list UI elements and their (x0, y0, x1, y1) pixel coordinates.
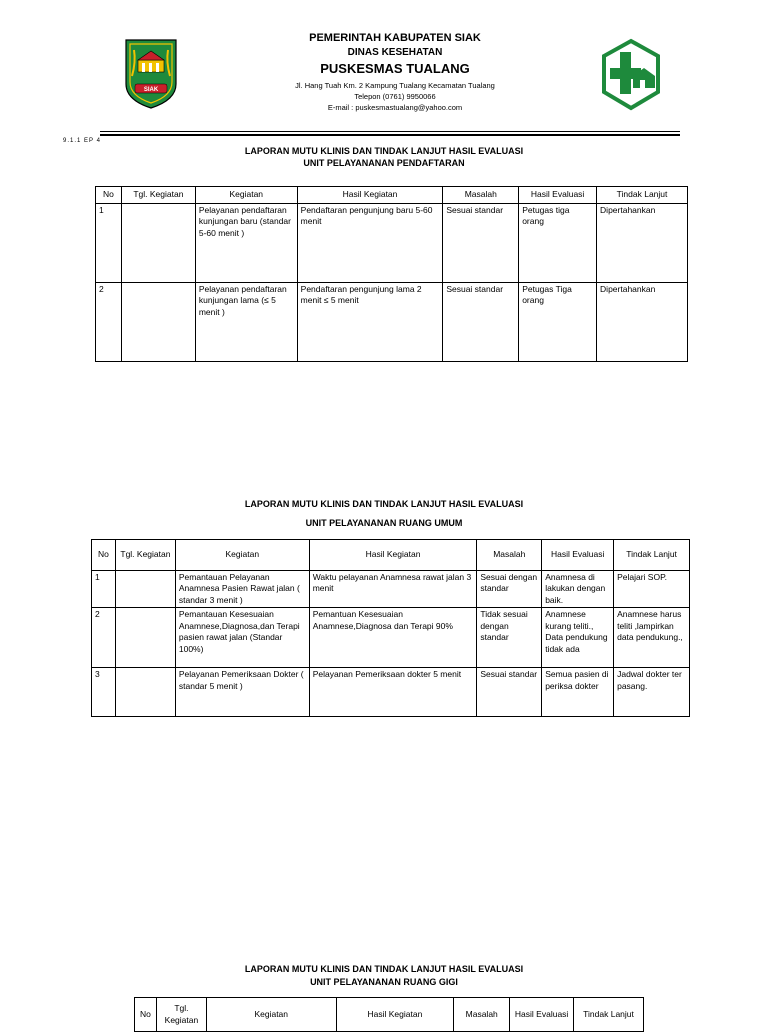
cell-hasil-kegiatan: Pendaftaran pengunjung lama 2 menit ≤ 5 menit (297, 283, 443, 362)
cell-hasil-kegiatan: Pelayanan Pemeriksaan dokter 5 menit (309, 668, 477, 717)
table-row (92, 571, 690, 608)
cell-masalah: Sesuai standar (443, 283, 519, 362)
cell-tindak-lanjut: Dipertahankan (597, 204, 688, 283)
cell-hasil-evaluasi: Anamnese kurang teliti., Data pendukung tidak ada (542, 608, 614, 668)
header-divider-thick (100, 134, 680, 136)
header-government: PEMERINTAH KABUPATEN SIAK (309, 32, 481, 44)
section-3-title: LAPORAN MUTU KLINIS DAN TINDAK LANJUT HASIL EVALUASI (244, 964, 524, 974)
cell-kegiatan: Pelayanan pendaftaran kunjungan lama (≤ 5 menit ) (195, 283, 297, 362)
cell-no: 3 (92, 668, 116, 717)
cell-kegiatan: Pelayanan pendaftaran kunjungan baru (standar 5-60 menit ) (195, 204, 297, 283)
table-row (92, 608, 690, 668)
cell-hasil-evaluasi: Petugas tiga orang (519, 204, 597, 283)
emblem-text: SIAK (143, 87, 159, 93)
header-divider-thin (100, 131, 680, 132)
section-3-subtitle: UNIT PELAYANANAN RUANG GIGI (310, 977, 458, 987)
column-header-tgl: Tgl. Kegiatan (121, 187, 195, 204)
header-department: DINAS KESEHATAN (347, 47, 443, 58)
column-header-no: No (96, 187, 122, 204)
cell-tgl (115, 608, 175, 668)
cell-tgl (121, 283, 195, 362)
column-header-tgl: Tgl. Kegiatan (156, 998, 206, 1032)
cell-masalah: Tidak sesuai dengan standar (477, 608, 542, 668)
cell-hasil-kegiatan: Pendaftaran pengunjung baru 5-60 menit (297, 204, 443, 283)
table-row (96, 204, 688, 283)
cell-tgl (121, 204, 195, 283)
cell-hasil-kegiatan: Pemantuan Kesesuaian Anamnese,Diagnosa dan Terapi 90% (309, 608, 477, 668)
table-header-row (96, 187, 688, 204)
cell-no: 2 (96, 283, 122, 362)
column-header-masalah: Masalah (477, 540, 542, 571)
column-header-hasil-kegiatan: Hasil Kegiatan (309, 540, 477, 571)
section-2-title: LAPORAN MUTU KLINIS DAN TINDAK LANJUT HASIL EVALUASI (244, 499, 524, 509)
cell-hasil-evaluasi: Anamnesa di lakukan dengan baik. (542, 571, 614, 608)
cell-kegiatan: Pelayanan Pemeriksaan Dokter ( standar 5 menit ) (175, 668, 309, 717)
column-header-tindak-lanjut: Tindak Lanjut (574, 998, 644, 1032)
cell-tindak-lanjut: Dipertahankan (597, 283, 688, 362)
cell-no: 1 (92, 571, 116, 608)
header-address: Jl. Hang Tuah Km. 2 Kampung Tualang Kecamatan Tualang (295, 81, 495, 90)
cell-tindak-lanjut: Jadwal dokter ter pasang. (614, 668, 690, 717)
header-email: E-mail : puskesmastualang@yahoo.com (327, 103, 463, 112)
column-header-hasil-kegiatan: Hasil Kegiatan (297, 187, 443, 204)
cell-kegiatan: Pemantauan Pelayanan Anamnesa Pasien Rawat jalan ( standar 3 menit ) (175, 571, 309, 608)
column-header-no: No (92, 540, 116, 571)
section-1-title: LAPORAN MUTU KLINIS DAN TINDAK LANJUT HASIL EVALUASI (244, 146, 524, 156)
column-header-no: No (135, 998, 157, 1032)
cell-tgl (115, 571, 175, 608)
cell-no: 2 (92, 608, 116, 668)
cell-kegiatan: Pemantauan Kesesuaian Anamnese,Diagnosa,dan Terapi pasien rawat jalan (Standar 100%) (175, 608, 309, 668)
table-ruang-umum (91, 539, 690, 717)
column-header-tindak-lanjut: Tindak Lanjut (614, 540, 690, 571)
table-header-row (135, 998, 644, 1032)
cell-tgl (115, 668, 175, 717)
cell-masalah: Sesuai dengan standar (477, 571, 542, 608)
table-header-row (92, 540, 690, 571)
section-1-subtitle: UNIT PELAYANANAN PENDAFTARAN (303, 158, 465, 168)
table-row (92, 668, 690, 717)
cell-hasil-evaluasi: Petugas Tiga orang (519, 283, 597, 362)
cell-masalah: Sesuai standar (477, 668, 542, 717)
column-header-tindak-lanjut: Tindak Lanjut (597, 187, 688, 204)
column-header-masalah: Masalah (454, 998, 510, 1032)
table-ruang-gigi (134, 997, 644, 1032)
column-header-hasil-evaluasi: Hasil Evaluasi (510, 998, 574, 1032)
header-institution: PUSKESMAS TUALANG (320, 61, 470, 76)
header-phone: Telepon (0761) 9950066 (354, 92, 436, 101)
cell-hasil-evaluasi: Semua pasien di periksa dokter (542, 668, 614, 717)
column-header-kegiatan: Kegiatan (175, 540, 309, 571)
cell-hasil-kegiatan: Waktu pelayanan Anamnesa rawat jalan 3 menit (309, 571, 477, 608)
column-header-masalah: Masalah (443, 187, 519, 204)
column-header-hasil-evaluasi: Hasil Evaluasi (542, 540, 614, 571)
cell-tindak-lanjut: Pelajari SOP. (614, 571, 690, 608)
siak-emblem-logo (122, 36, 180, 110)
column-header-kegiatan: Kegiatan (206, 998, 336, 1032)
table-pendaftaran (95, 186, 688, 362)
cell-masalah: Sesuai standar (443, 204, 519, 283)
column-header-kegiatan: Kegiatan (195, 187, 297, 204)
section-2-subtitle: UNIT PELAYANANAN RUANG UMUM (305, 518, 463, 528)
cell-no: 1 (96, 204, 122, 283)
column-header-hasil-evaluasi: Hasil Evaluasi (519, 187, 597, 204)
table-row (96, 283, 688, 362)
cell-tindak-lanjut: Anamnese harus teliti ,lampirkan data pendukung., (614, 608, 690, 668)
column-header-hasil-kegiatan: Hasil Kegiatan (336, 998, 454, 1032)
column-header-tgl: Tgl. Kegiatan (115, 540, 175, 571)
document-code: 9.1.1 EP 4 (63, 138, 101, 144)
puskesmas-logo (600, 38, 662, 112)
